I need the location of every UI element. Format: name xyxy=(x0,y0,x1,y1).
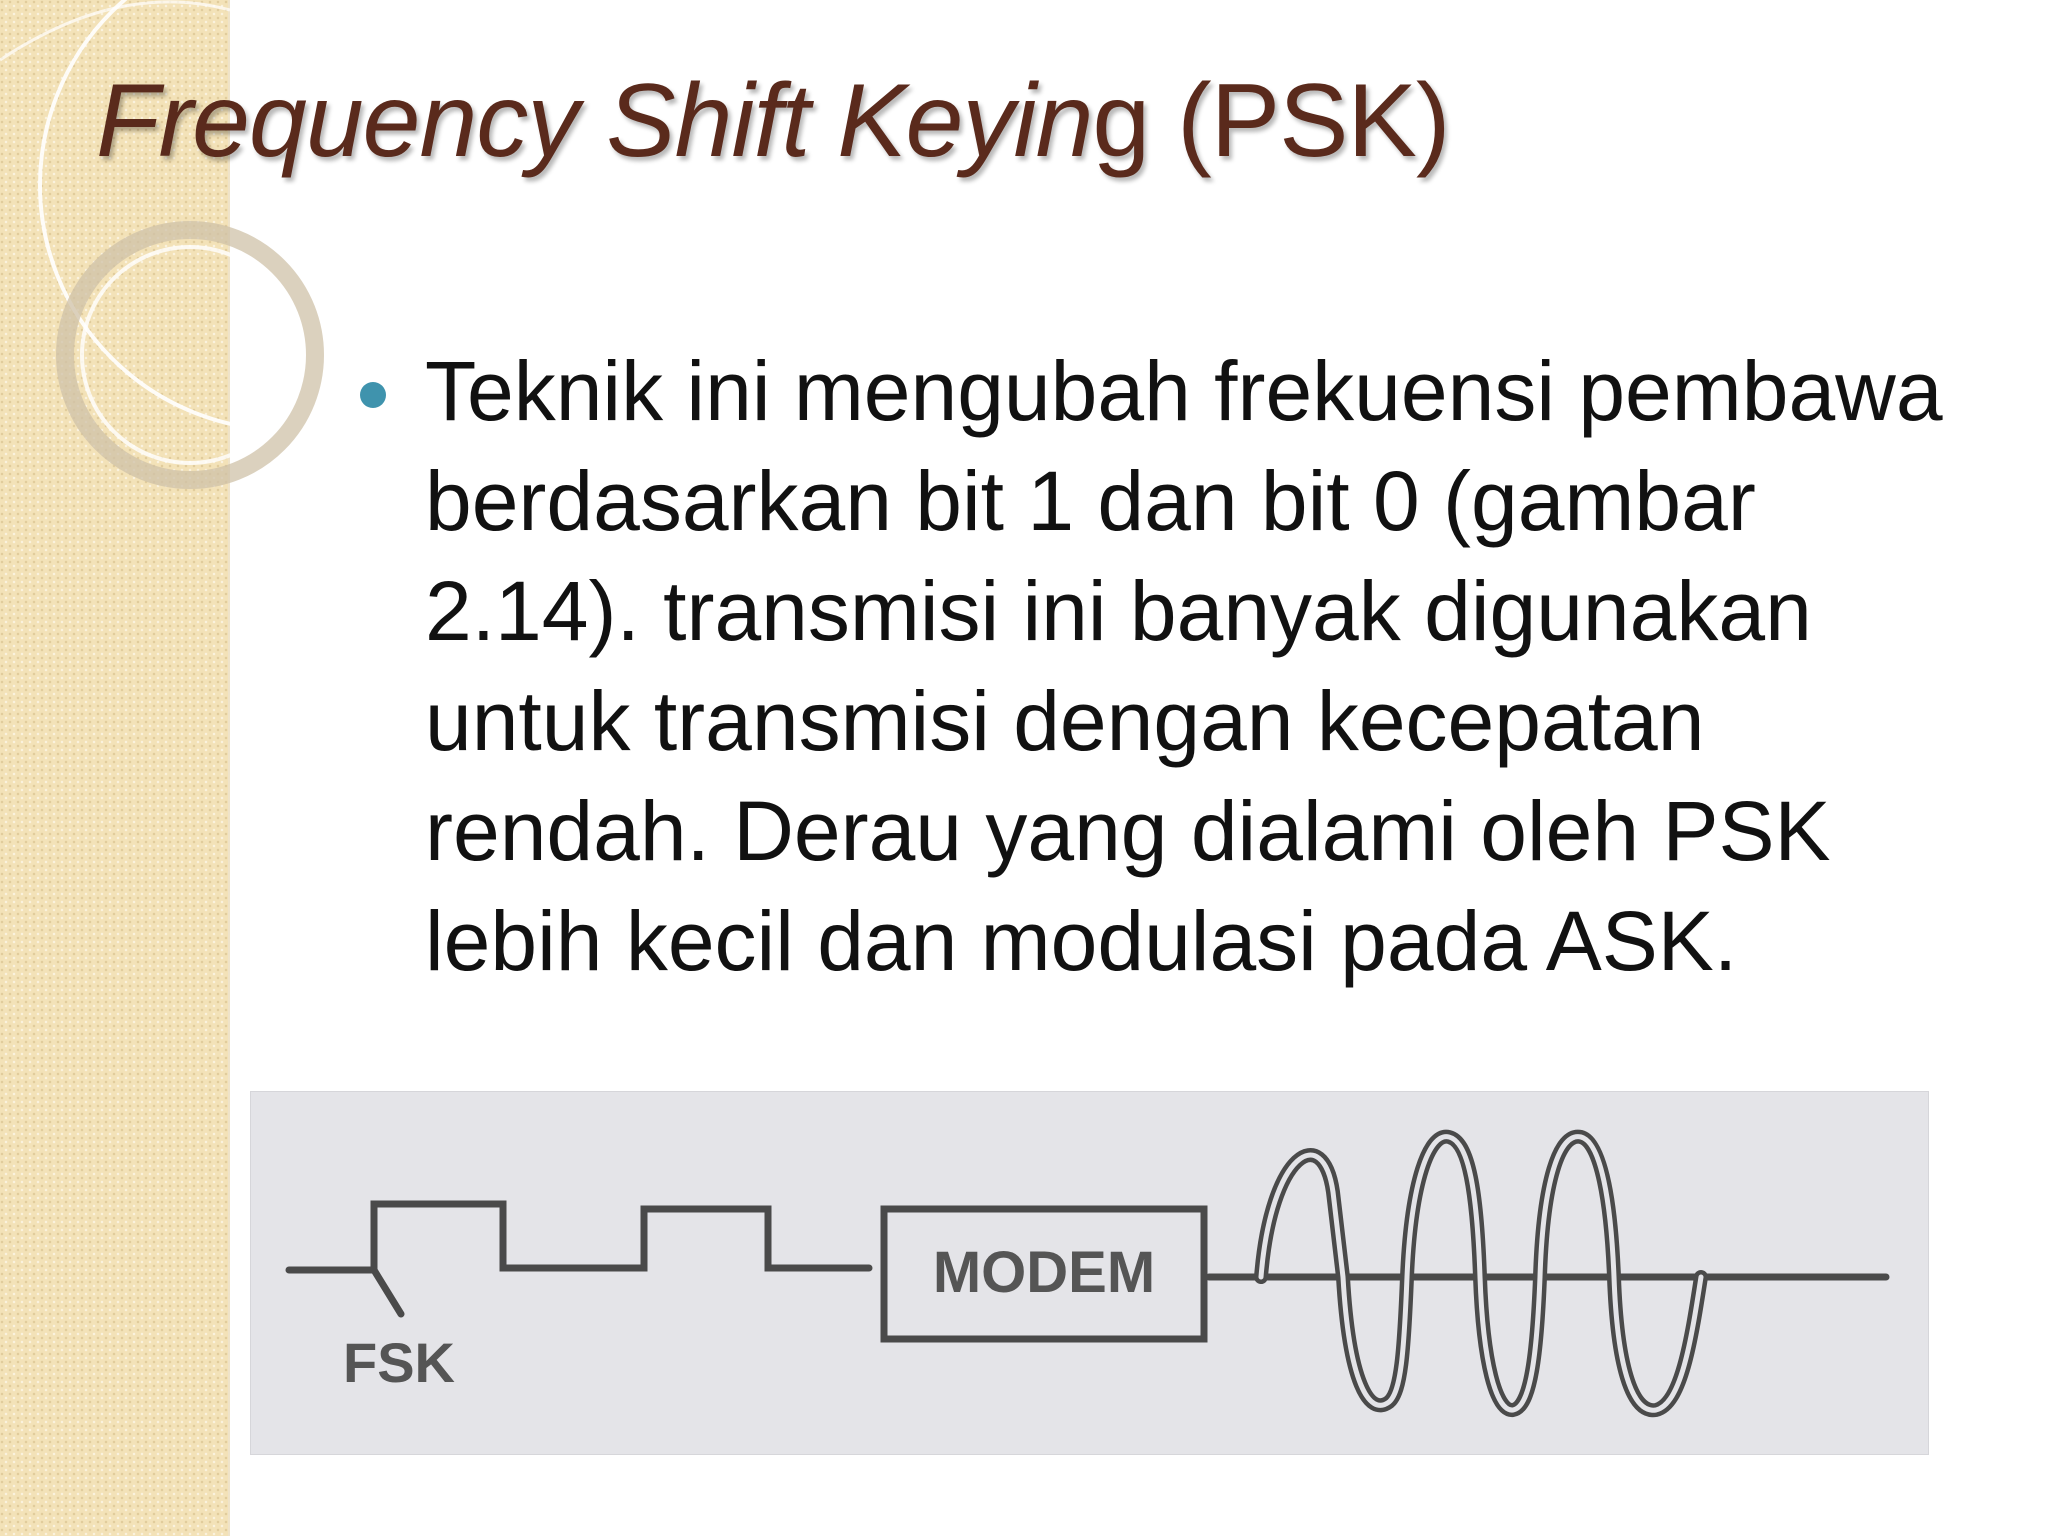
digital-input-signal xyxy=(289,1204,869,1270)
input-arrow-line xyxy=(374,1270,401,1314)
bullet-text: Teknik ini mengubah frekuensi pembawa berdasarkan bit 1 dan bit 0 (gambar 2.14). transmisi ini banyak digunakan untuk transmisi dengan kecepatan rendah. Derau yang dialami oleh PSK lebih kecil dan modulasi pada ASK. xyxy=(425,344,1943,988)
fsk-modem-figure xyxy=(250,1091,1929,1455)
decor-ring-outer xyxy=(65,230,315,480)
decor-ring-inner xyxy=(82,247,298,463)
fsk-label: FSK xyxy=(343,1331,455,1394)
slide-title xyxy=(96,62,1450,181)
modem-label: MODEM xyxy=(932,1240,1156,1305)
slide-title-italic: Frequency Shift Keyin xyxy=(96,63,1093,179)
fsk-modem-diagram xyxy=(251,1092,1928,1454)
slide-title-rest: g (PSK) xyxy=(1092,63,1450,179)
bullet-dot-icon xyxy=(360,382,386,408)
